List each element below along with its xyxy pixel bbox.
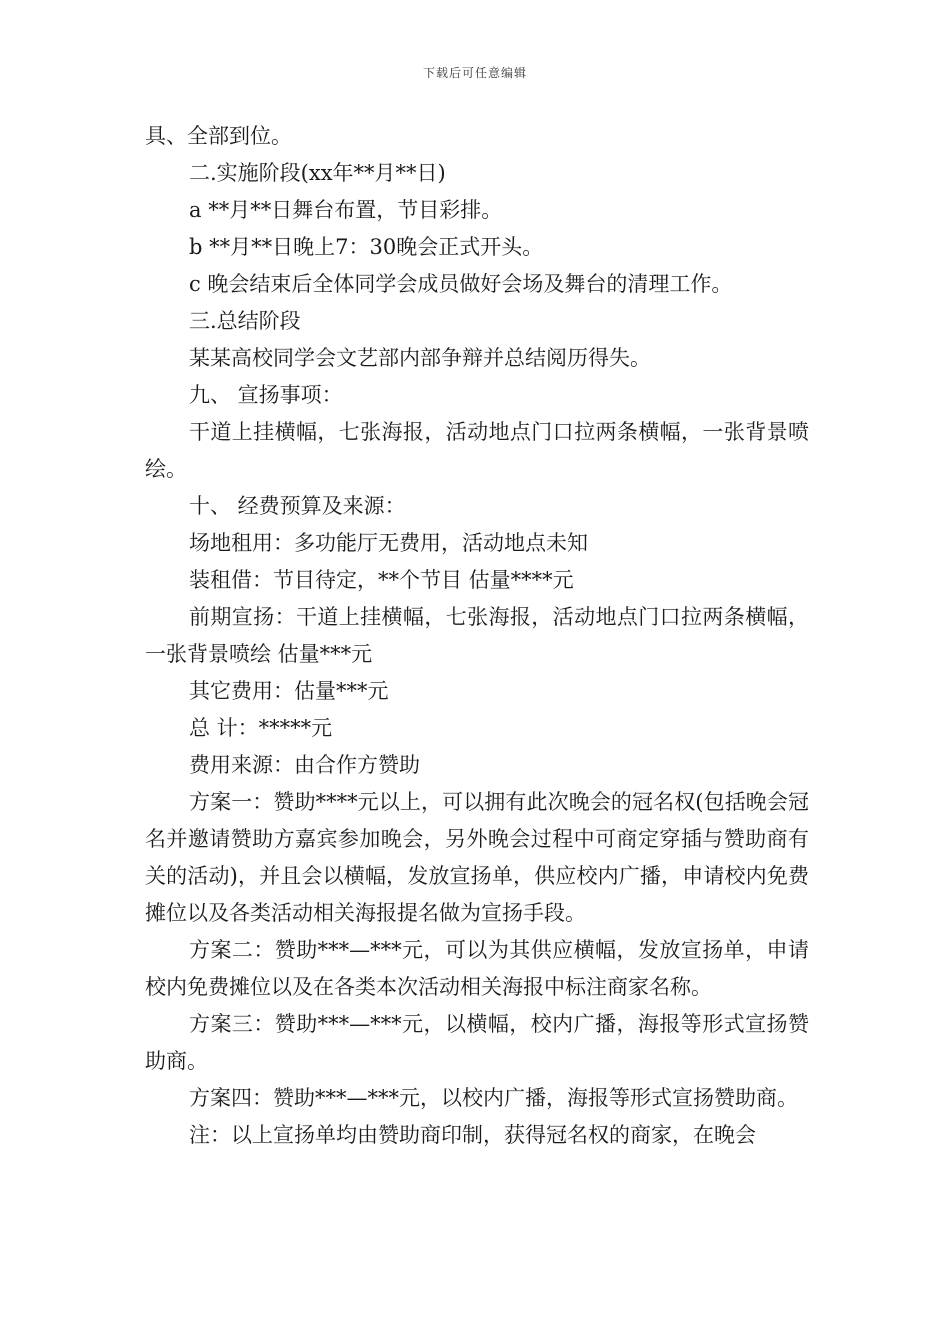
paragraph-0: 具、全部到位。 [145, 124, 292, 148]
paragraph-7: 九、 宣扬事项： [189, 383, 343, 407]
paragraph-15: 费用来源：由合作方赞助 [189, 753, 420, 777]
paragraph-18: 方案三：赞助***—***元，以横幅，校内广播，海报等形式宣扬赞助商。 [145, 1012, 809, 1073]
paragraph-2: a **月**日舞台布置，节目彩排。 [189, 198, 503, 222]
paragraph-3: b **月**日晚上7：30晚会正式开头。 [189, 235, 544, 259]
paragraph-8: 干道上挂横幅，七张海报，活动地点门口拉两条横幅，一张背景喷绘。 [145, 420, 809, 481]
paragraph-19: 方案四：赞助***—***元，以校内广播，海报等形式宣扬赞助商。 [189, 1086, 798, 1110]
paragraph-16: 方案一：赞助****元以上，可以拥有此次晚会的冠名权(包括晚会冠名并邀请赞助方嘉宾参加晚会，另外晚会过程中可商定穿插与赞助商有关的活动)，并且会以横幅，发放宣扬单，供应校内广播，申请校内免费摊位以及各类活动相关海报提名做为宣扬手段。 [145, 790, 809, 925]
paragraph-1: 二.实施阶段(xx年**月**日) [189, 161, 446, 185]
page-header: 下载后可任意编辑 [422, 66, 527, 80]
document-body [145, 118, 809, 1154]
paragraph-9: 十、 经费预算及来源： [189, 494, 406, 518]
paragraph-14: 总 计：*****元 [189, 716, 333, 740]
paragraph-17: 方案二：赞助***—***元，可以为其供应横幅，发放宣扬单，申请校内免费摊位以及在各类本次活动相关海报中标注商家名称。 [145, 938, 809, 999]
paragraph-4: c 晚会结束后全体同学会成员做好会场及舞台的清理工作。 [189, 272, 733, 296]
paragraph-20: 注：以上宣扬单均由赞助商印制，获得冠名权的商家，在晚会 [189, 1123, 756, 1147]
paragraph-10: 场地租用：多功能厅无费用，活动地点未知 [189, 531, 588, 555]
paragraph-5: 三.总结阶段 [189, 309, 301, 333]
paragraph-6: 某某高校同学会文艺部内部争辩并总结阅历得失。 [189, 346, 651, 370]
paragraph-12: 前期宣扬：干道上挂横幅，七张海报，活动地点门口拉两条横幅，一张背景喷绘 估量***元 [145, 605, 809, 666]
paragraph-13: 其它费用：估量***元 [189, 679, 389, 703]
paragraph-11: 装租借：节目待定，**个节目 估量****元 [189, 568, 574, 592]
